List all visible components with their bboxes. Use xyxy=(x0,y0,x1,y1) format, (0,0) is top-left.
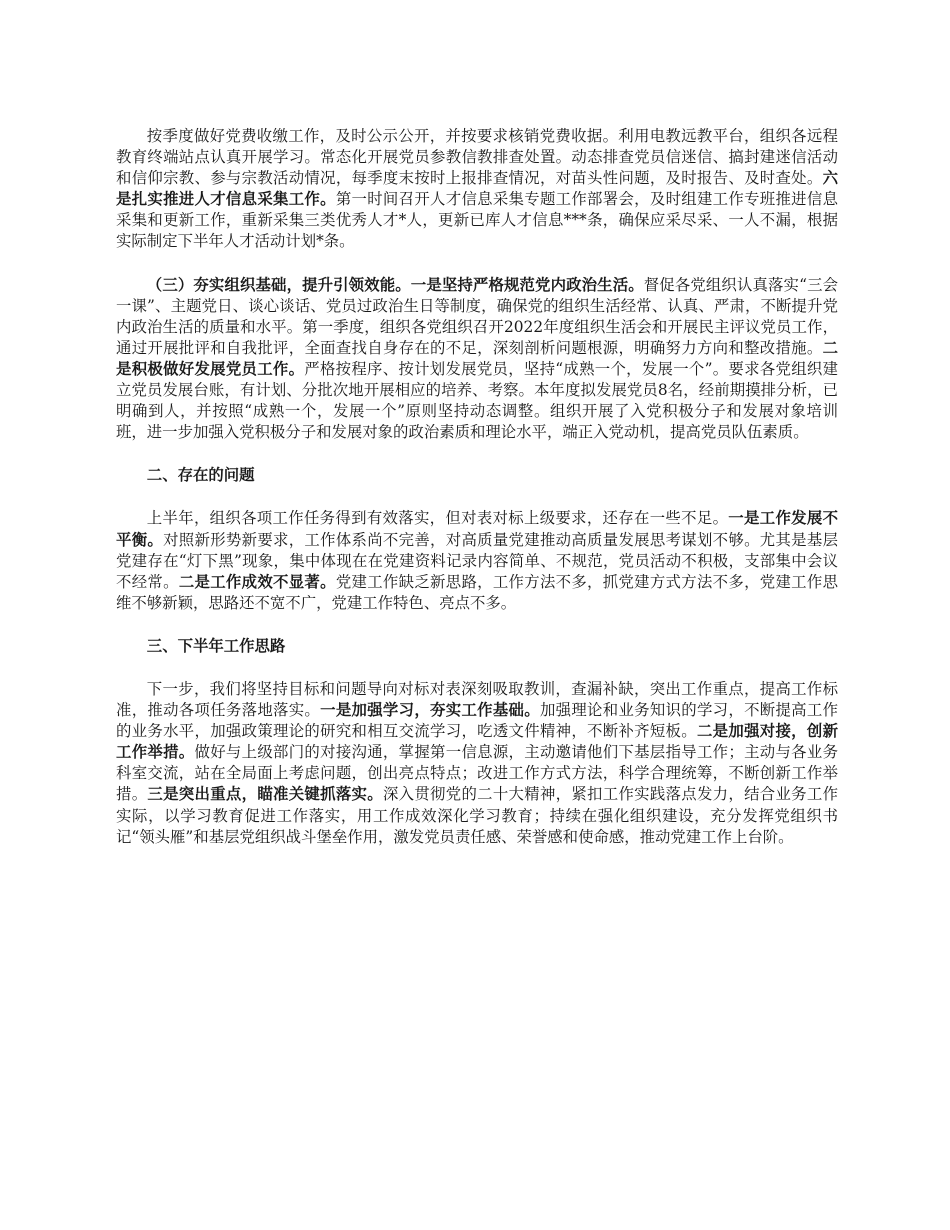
text-run: 上半年，组织各项工作任务得到有效落实，但对表对标上级要求，还存在一些不足。 xyxy=(146,509,729,528)
text-run: 下一步，我们将坚持目标和问题导向对标对表深刻吸取教训，查漏补缺，突出工作重点，提高工作标准，推动各项任务落地落实。 xyxy=(116,679,838,720)
text-run: 对照新形势新要求，工作体系尚不完善，对高质量党建推动高质量发展思考谋划不够。尤其是基层党建存在“灯下黑”现象，集中体现在在党建资料记录内容简单、不规范，党员活动不积极，支部集中会议不经常。 xyxy=(116,530,838,591)
paragraph-party-fees xyxy=(116,126,838,253)
bold-run: 一是加强学习，夯实工作基础。 xyxy=(320,701,540,720)
bold-run: （三）夯实组织基础，提升引领效能。一是坚持严格规范党内政治生活。 xyxy=(146,275,644,294)
bold-run: 三是突出重点，瞄准关键抓落实。 xyxy=(147,785,383,804)
text-run: 深入贯彻党的二十大精神，紧扣工作实践落点发力，结合业务工作实际，以学习教育促进工作落实，用工作成效深化学习教育；持续在强化组织建设，充分发挥党组织书记“领头雁”和基层党组织战斗堡垒作用，激发党员责任感、荣誉感和使命感，推动党建工作上台阶。 xyxy=(116,785,838,846)
text-run: 第一时间召开人才信息采集专题工作部署会，及时组建工作专班推进信息采集和更新工作，重新采集三类优秀人才*人，更新已库人才信息***条，确保应采尽采、一人不漏，根据实际制定下半年人才活动计划*条。 xyxy=(116,190,838,251)
section-heading-next-steps: 三、下半年工作思路 xyxy=(146,636,286,655)
bold-run: 二是积极做好发展党员工作。 xyxy=(116,338,838,378)
text-run: 党建工作缺乏新思路，工作方法不多，抓党建方式方法不多，党建工作思维不够新颖，思路还不宽不广，党建工作特色、亮点不多。 xyxy=(116,572,838,612)
text-run: 加强理论和业务知识的学习，不断提高工作的业务水平，加强政策理论的研究和相互交流学习，吃透文件精神，不断补齐短板。 xyxy=(116,701,838,741)
section-heading-problems: 二、存在的问题 xyxy=(146,466,255,485)
paragraph-next-steps xyxy=(116,679,838,848)
paragraph-organization-foundation xyxy=(116,275,838,444)
text-run: 督促各党组织认真落实“三会一课”、主题党日、谈心谈话、党员过政治生日等制度，确保党的组织生活经常、认真、严肃，不断提升党内政治生活的质量和水平。第一季度，组织各党组织召开2022年度组织生活会和开展民主评议党员工作，通过开展批评和自我批评，全面查找自身存在的不足，深刻剖析问题根源，明确努力方向和整改措施。 xyxy=(116,275,838,357)
text-run: 按季度做好党费收缴工作，及时公示公开，并按要求核销党费收据。利用电教远教平台，组织各远程教育终端站点认真开展学习。常态化开展党员参教信教排查处置。动态排查党员信迷信、搞封建迷信活动和信仰宗教、参与宗教活动情况，每季度末按时上报排查情况，对苗头性问题，及时报告、及时查处。 xyxy=(116,127,838,188)
text-run: 严格按程序、按计划发展党员，坚持“成熟一个，发展一个”。要求各党组织建立党员发展台账，有计划、分批次地开展相应的培养、考察。本年度拟发展党员8名，经前期摸排分析，已明确到人，并按照“成熟一个，发展一个”原则坚持动态调整。组织开展了入党积极分子和发展对象培训班，进一步加强入党积极分子和发展对象的政治素质和理论水平，端正入党动机，提高党员队伍素质。 xyxy=(116,359,838,442)
document-body xyxy=(116,126,838,870)
text-run: 做好与上级部门的对接沟通，掌握第一信息源，主动邀请他们下基层指导工作；主动与各业务科室交流，站在全局面上考虑问题，创出亮点特点；改进工作方式方法，科学合理统筹，不断创新工作举措。 xyxy=(116,743,838,804)
bold-run: 一是工作发展不平衡。 xyxy=(116,509,838,549)
bold-run: 二是加强对接，创新工作举措。 xyxy=(116,722,838,762)
bold-run: 六是扎实推进人才信息采集工作。 xyxy=(116,169,838,209)
bold-run: 二是工作成效不显著。 xyxy=(178,572,336,591)
paragraph-problems xyxy=(116,508,838,613)
